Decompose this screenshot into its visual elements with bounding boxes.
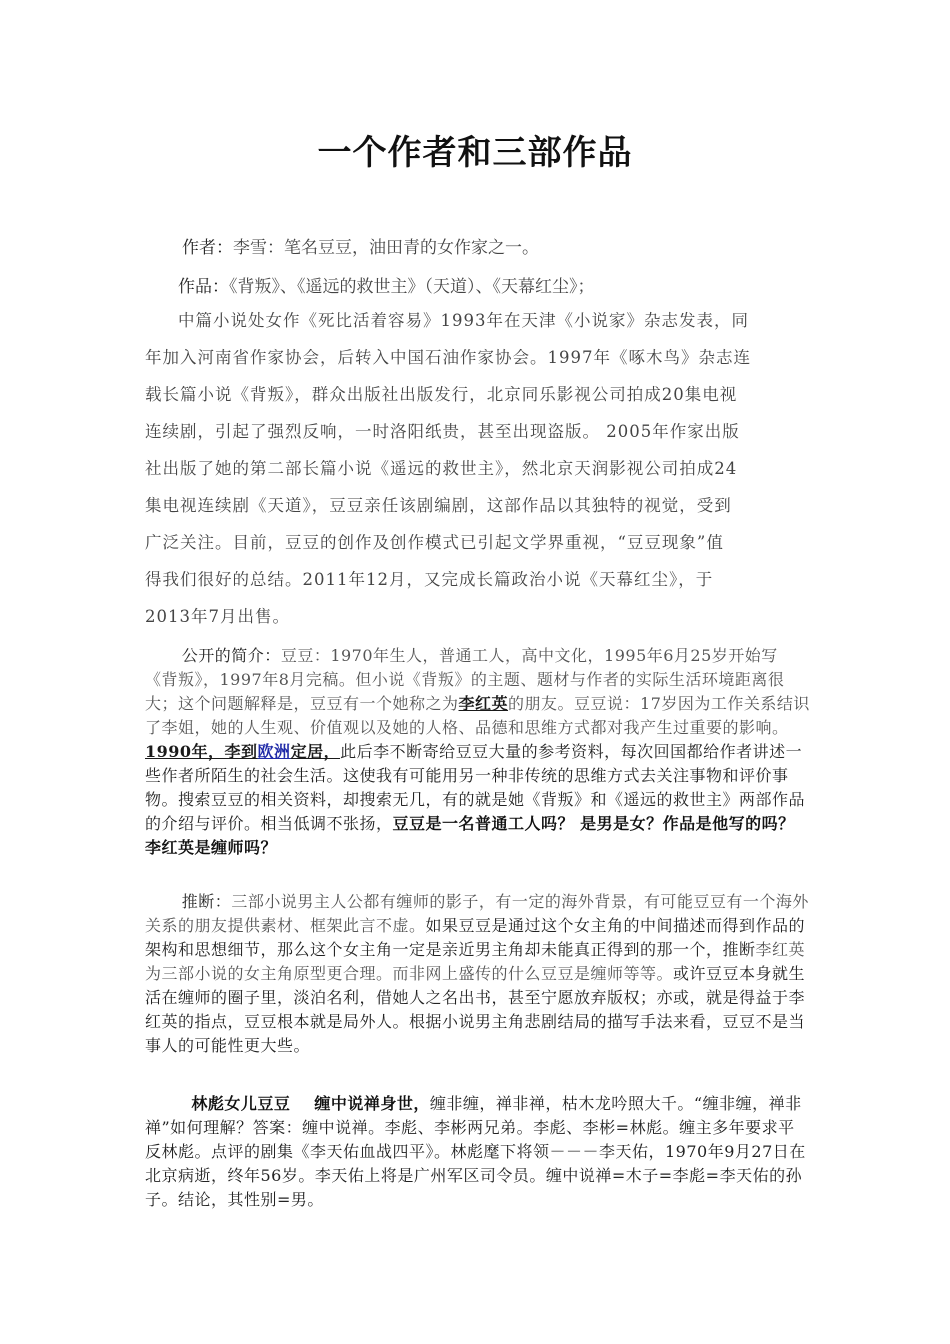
intro-paragraph: [145, 644, 810, 860]
final-heading-2: 缠中说禅身世，: [314, 1094, 430, 1113]
bio-line: 载长篇小说《背叛》，群众出版社出版发行，北京同乐影视公司拍成20集电视: [145, 385, 738, 404]
intro-highlight-1: 1990年，李到: [145, 742, 258, 761]
intro-highlight-2: 定居，: [290, 742, 341, 761]
inference-paragraph: [145, 890, 810, 1058]
bio-line: 年加入河南省作家协会，后转入中国石油作家协会。1997年《啄木鸟》杂志连: [145, 348, 751, 367]
author-line: [182, 233, 539, 258]
intro-text-3: 此后李不断寄给豆豆大量的参考资料，每次回国都给作者讲述一些作者所陌生的社会生活。这使我有可能用另一种非传统的思维方式去关注事物和评价事物。搜索豆豆的相关资料，却搜索无几，有的就是她《背叛》和《遥远的救世主》两部作品的介绍与评价。相当低调不张扬，: [145, 742, 806, 833]
intro-questions: 豆豆是一名普通工人吗？ 是男是女？作品是他写的吗？李红英是缠师吗？: [145, 814, 795, 857]
final-paragraph: [145, 1092, 810, 1212]
intro-name-highlight: 李红英: [458, 694, 509, 713]
bio-line: 2013年7月出售。: [145, 607, 290, 626]
author-label: 作者：: [182, 238, 233, 258]
europe-link[interactable]: 欧洲: [257, 742, 291, 761]
intro-text-1: 豆豆：1970年生人，普通工人，高中文化，1995年6月25岁开始写《背叛》，1997年8月完稿。但小说《背叛》的主题、题材与作者的实际生活环境距离很大；这个问题解释是，豆豆有一个她称之为: [145, 646, 785, 713]
bio-line: 社出版了她的第二部长篇小说《遥远的救世主》，然北京天润影视公司拍成24: [145, 459, 738, 478]
final-text: 缠非缠，禅非禅，枯木龙吟照大千。“缠非缠，禅非禅”如何理解？答案：缠中说禅。李彪、李彬两兄弟。李彪、李彬=林彪。缠主多年要求平反林彪。点评的剧集《李天佑血战四平》。林彪麾下将领－－－李天佑，1970年9月27日在北京病逝，终年56岁。李天佑上将是广州军区司令员。缠中说禅=木子=李彪=李天佑的孙子。结论，其性别=男。: [145, 1094, 806, 1209]
bio-line: 中篇小说处女作《死比活着容易》1993年在天津《小说家》杂志发表，同: [178, 311, 749, 330]
inference-text-4: 或许豆豆本身就生活在缠师的圈子里，淡泊名利，借她人之名出书，甚至宁愿放弃版权；亦或，就是得益于李红英的指点，豆豆根本就是局外人。根据小说男主角悲剧结局的描写手法来看，豆豆不是当事人的可能性更大些。: [145, 964, 806, 1055]
bio-line: 广泛关注。目前，豆豆的创作及创作模式已引起文学界重视，“豆豆现象”值: [145, 533, 724, 552]
author-text: 李雪：笔名豆豆，油田青的女作家之一。: [233, 238, 539, 258]
bio-line: 集电视连续剧《天道》，豆豆亲任该剧编剧，这部作品以其独特的视觉，受到: [145, 496, 732, 515]
page-title: 一个作者和三部作品: [317, 133, 633, 173]
intro-text-2: 的朋友。豆豆说：17岁因为工作关系结识了李姐，她的人生观、价值观以及她的人格、品德和思维方式都对我产生过重要的影响。: [145, 694, 810, 737]
inference-text-1: 三部小说男主人公都有缠师的影子，有一定的海外背景，有可能豆豆有一个海外关系的朋友提供素材、框架此言不虚。: [145, 892, 809, 935]
bio-line: 连续剧，引起了强烈反响，一时洛阳纸贵，甚至出现盗版。 2005年作家出版: [145, 422, 740, 441]
works-line: [178, 272, 595, 297]
inference-text-3: 李红英为三部小说的女主角原型更合理。而非网上盛传的什么豆豆是缠师等等。: [145, 940, 806, 983]
works-text: 《背叛》、《遥远的救世主》（天道）、《天幕红尘》；: [229, 277, 595, 297]
inference-text-2: 如果豆豆是通过这个女主角的中间描述而得到作品的架构和思想细节，那么这个女主角一定是亲近男主角却未能真正得到的那一个，推断: [145, 916, 806, 959]
bio-paragraph: [145, 302, 805, 635]
final-heading-1: 林彪女儿豆豆: [191, 1094, 291, 1113]
intro-label: 公开的简介：: [181, 646, 281, 665]
works-label: 作品：: [178, 277, 229, 297]
bio-line: 得我们很好的总结。2011年12月，又完成长篇政治小说《天幕红尘》，于: [145, 570, 714, 589]
inference-label: 推断：: [181, 892, 232, 911]
